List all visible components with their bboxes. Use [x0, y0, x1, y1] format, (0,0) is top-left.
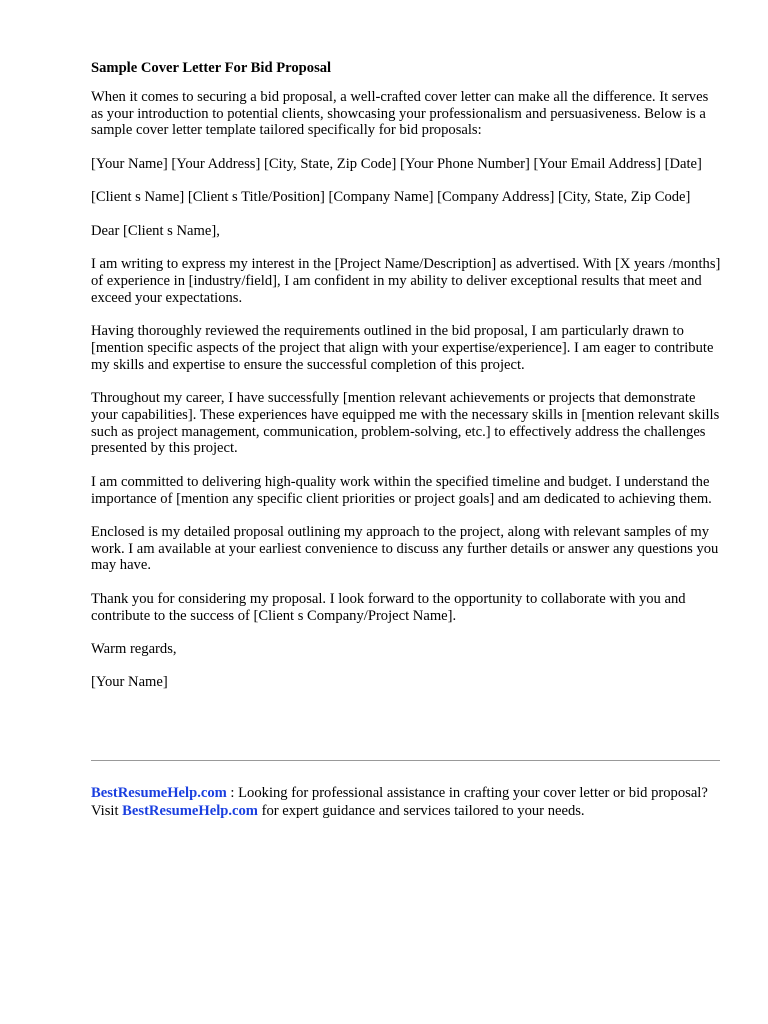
footer-text-1: : Looking for professional assistance in crafting your cover letter or bid proposal? Visit [91, 785, 708, 819]
salutation: Dear [Client s Name], [91, 222, 220, 239]
brand-link-primary[interactable]: BestResumeHelp.com [91, 785, 227, 801]
body-paragraph-commitment: I am committed to delivering high-quality work within the specified timeline and budget. I understand the importance of [mention any specific client priorities or project goals] and am dedicated to achieving them. [91, 473, 712, 507]
body-paragraph-requirements: Having thoroughly reviewed the requirements outlined in the bid proposal, I am particularly drawn to [mention specific aspects of the project that align with your expertise/experience]. I am eager to contribute my skills and expertise to ensure the successful completion of this project. [91, 322, 714, 373]
letter-body [91, 60, 723, 708]
body-paragraph-career: Throughout my career, I have successfully [mention relevant achievements or projects that demonstrate your capabilities]. These experiences have equipped me with the necessary skills in [mention relevant skills such as project management, communication, problem-solving, etc.] to effectively address the challenges presented by this project. [91, 389, 720, 457]
closing: Warm regards, [91, 641, 177, 658]
signature-name: [Your Name] [91, 674, 168, 691]
body-paragraph-thanks: Thank you for considering my proposal. I look forward to the opportunity to collaborate with you and contribute to the success of [Client s Company/Project Name]. [91, 590, 686, 624]
sender-details: [Your Name] [Your Address] [City, State, Zip Code] [Your Phone Number] [Your Email Address] [Date] [91, 155, 702, 172]
brand-link-secondary[interactable]: BestResumeHelp.com [122, 803, 258, 819]
footer-promo [91, 784, 723, 820]
body-paragraph-interest: I am writing to express my interest in the [Project Name/Description] as advertised. With [X years /months] of experience in [industry/field], I am confident in my ability to deliver exceptional results that meet and exceed your expectations. [91, 255, 721, 306]
recipient-details: [Client s Name] [Client s Title/Position] [Company Name] [Company Address] [City, State, Zip Code] [91, 189, 691, 206]
body-paragraph-enclosed: Enclosed is my detailed proposal outlining my approach to the project, along with relevant samples of my work. I am available at your earliest convenience to discuss any further details or answer any questions you may have. [91, 523, 719, 574]
page-title: Sample Cover Letter For Bid Proposal [91, 60, 332, 76]
intro-paragraph: When it comes to securing a bid proposal, a well-crafted cover letter can make all the difference. It serves as your introduction to potential clients, showcasing your professionalism and persuasiveness. Below is a sample cover letter template tailored specifically for bid proposals: [91, 88, 709, 139]
footer-text-2: for expert guidance and services tailored to your needs. [257, 803, 585, 819]
footer-divider [91, 760, 720, 761]
